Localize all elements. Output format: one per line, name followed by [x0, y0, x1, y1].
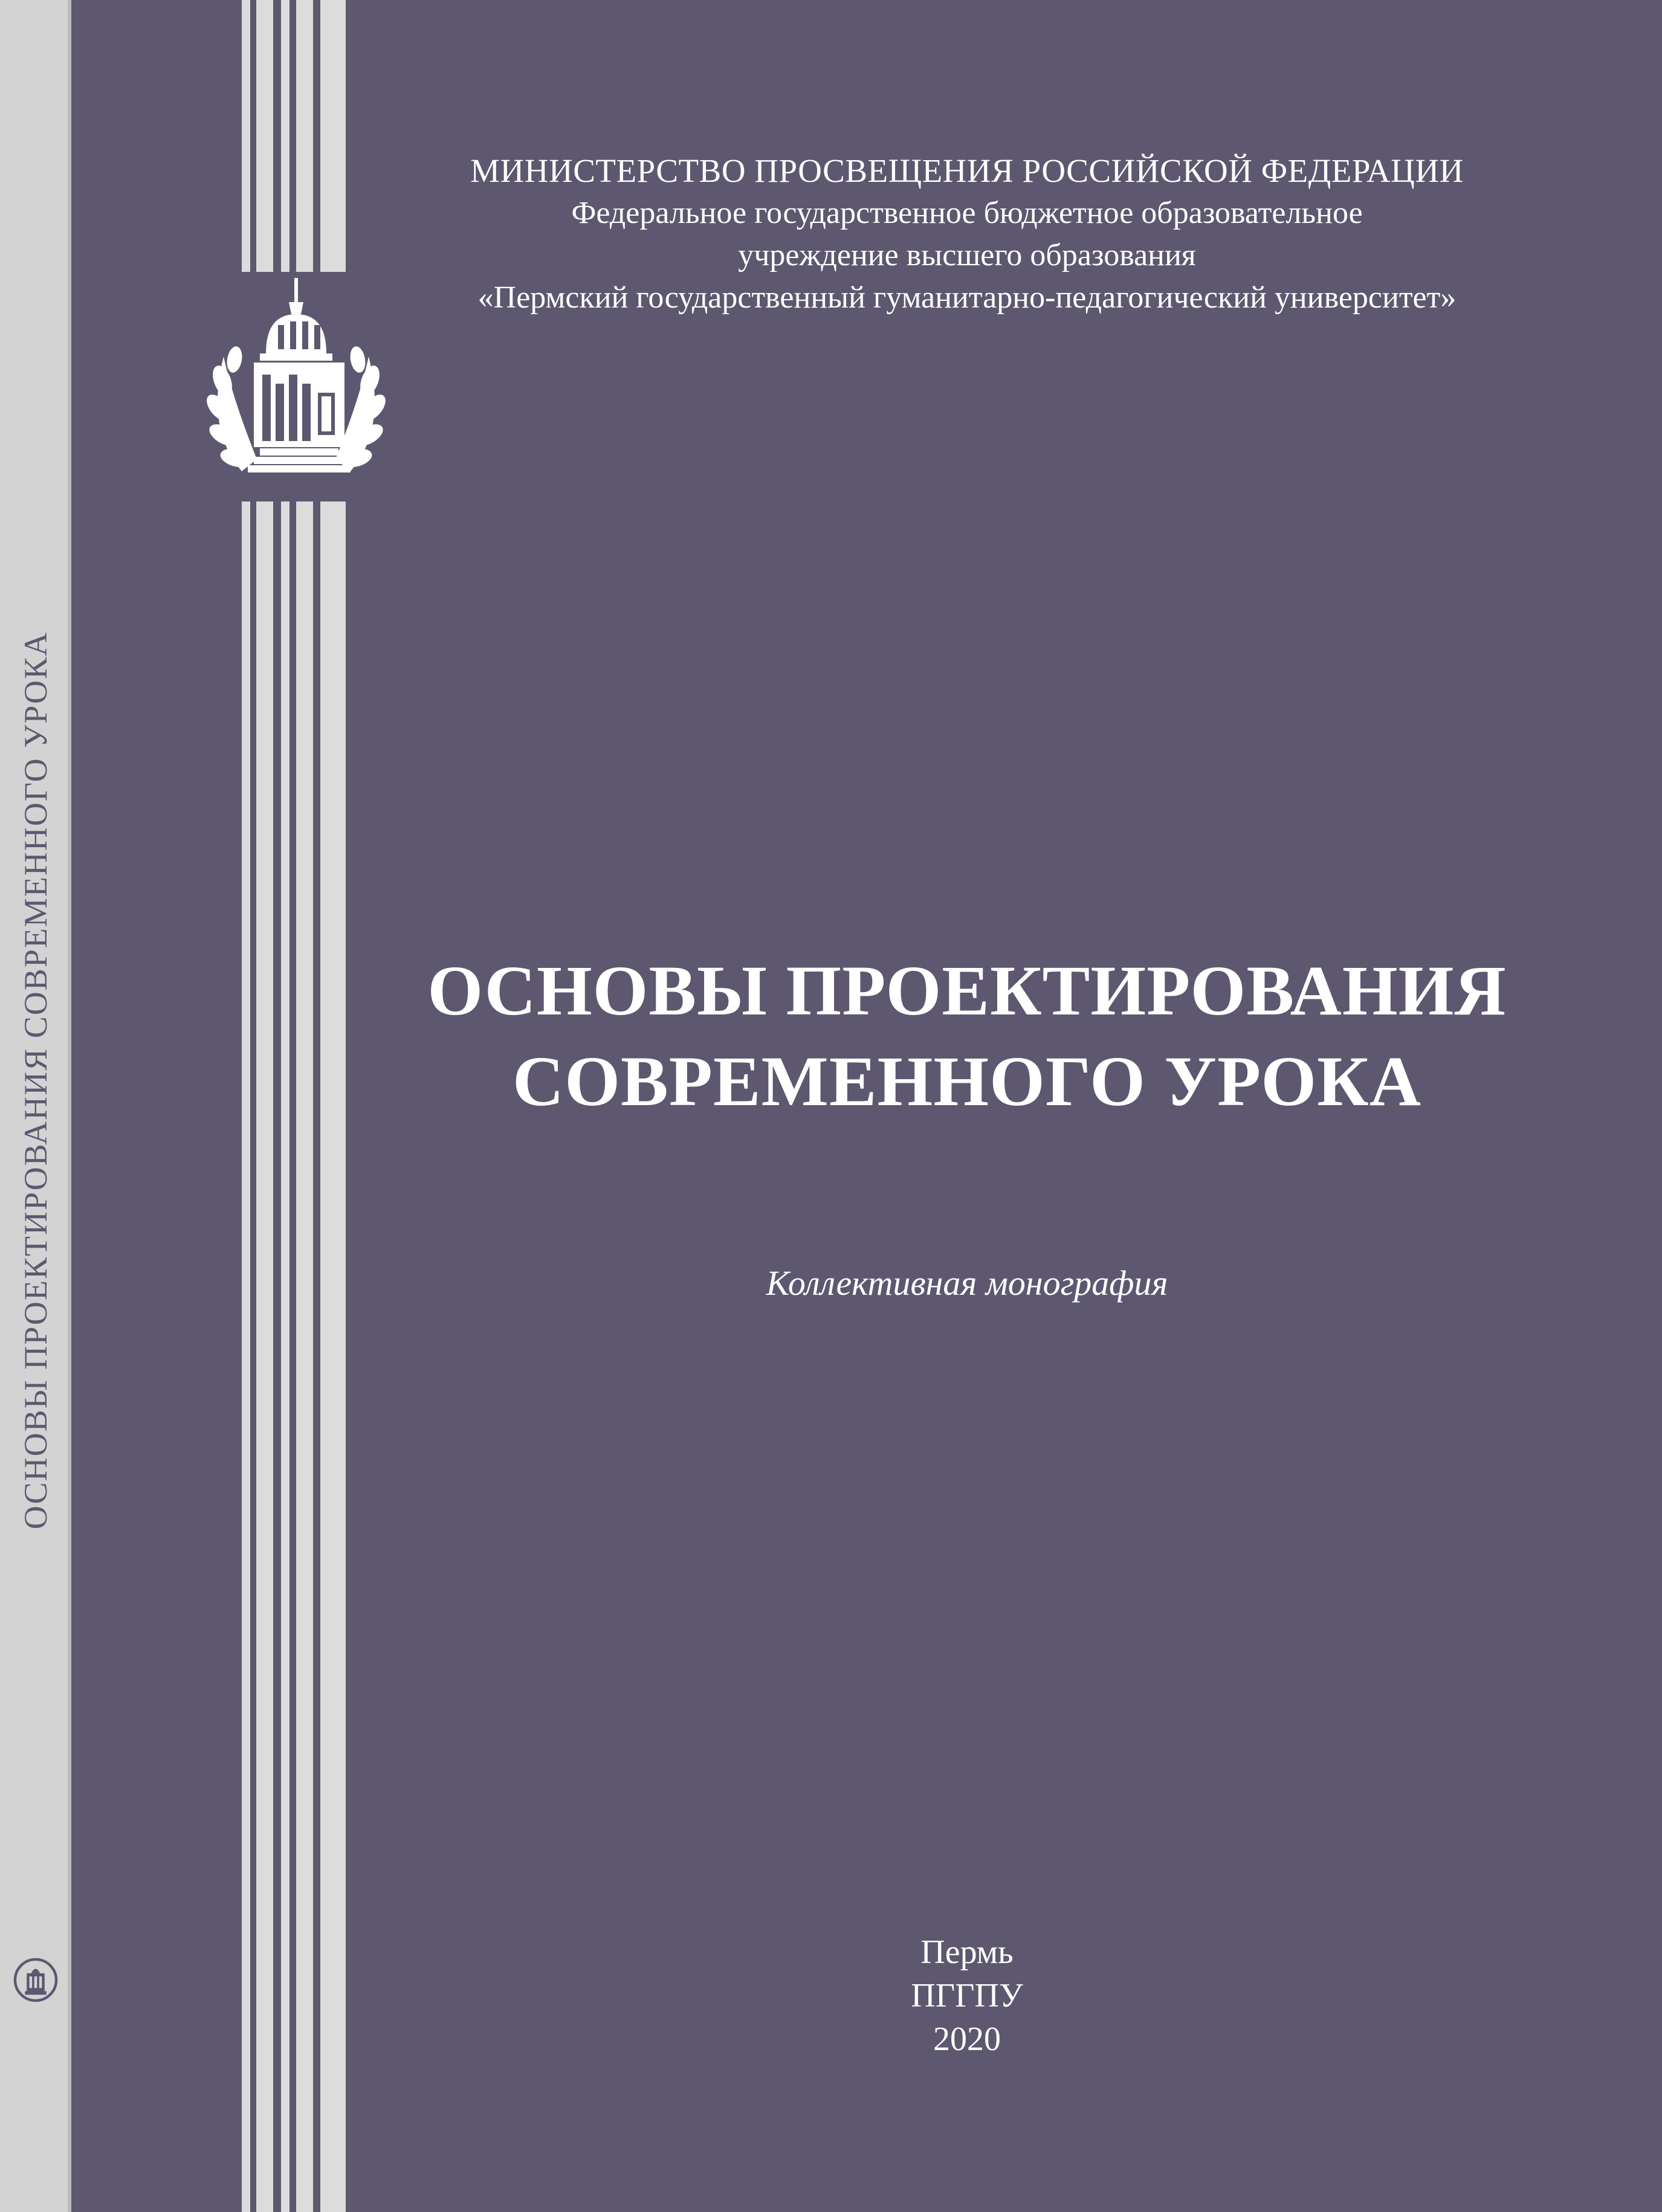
- publisher-header: [363, 150, 1571, 319]
- ministry-name: МИНИСТЕРСТВО ПРОСВЕЩЕНИЯ РОССИЙСКОЙ ФЕДЕРАЦИИ: [470, 152, 1464, 189]
- imprint-city: Пермь: [920, 1933, 1014, 1971]
- spine-title: ОСНОВЫ ПРОЕКТИРОВАНИЯ СОВРЕМЕННОГО УРОКА: [18, 631, 54, 1530]
- institution-line-2: учреждение высшего образования: [738, 238, 1196, 272]
- institution-line-1: Федеральное государственное бюджетное образовательное: [571, 196, 1363, 230]
- imprint: [846, 1930, 1088, 2061]
- spine-logo-icon: [13, 1958, 58, 2002]
- book-title: [363, 946, 1571, 1127]
- book-subtitle: Коллективная монография: [766, 1263, 1168, 1303]
- imprint-publisher: ПГГПУ: [911, 1977, 1023, 2014]
- imprint-year: 2020: [933, 2020, 1001, 2058]
- institution-line-3: «Пермский государственный гуманитарно-педагогический университет»: [477, 280, 1457, 315]
- book-title-line-2: СОВРЕМЕННОГО УРОКА: [513, 1042, 1421, 1121]
- spine-divider: [68, 0, 71, 2212]
- book-title-line-1: ОСНОВЫ ПРОЕКТИРОВАНИЯ: [427, 951, 1507, 1030]
